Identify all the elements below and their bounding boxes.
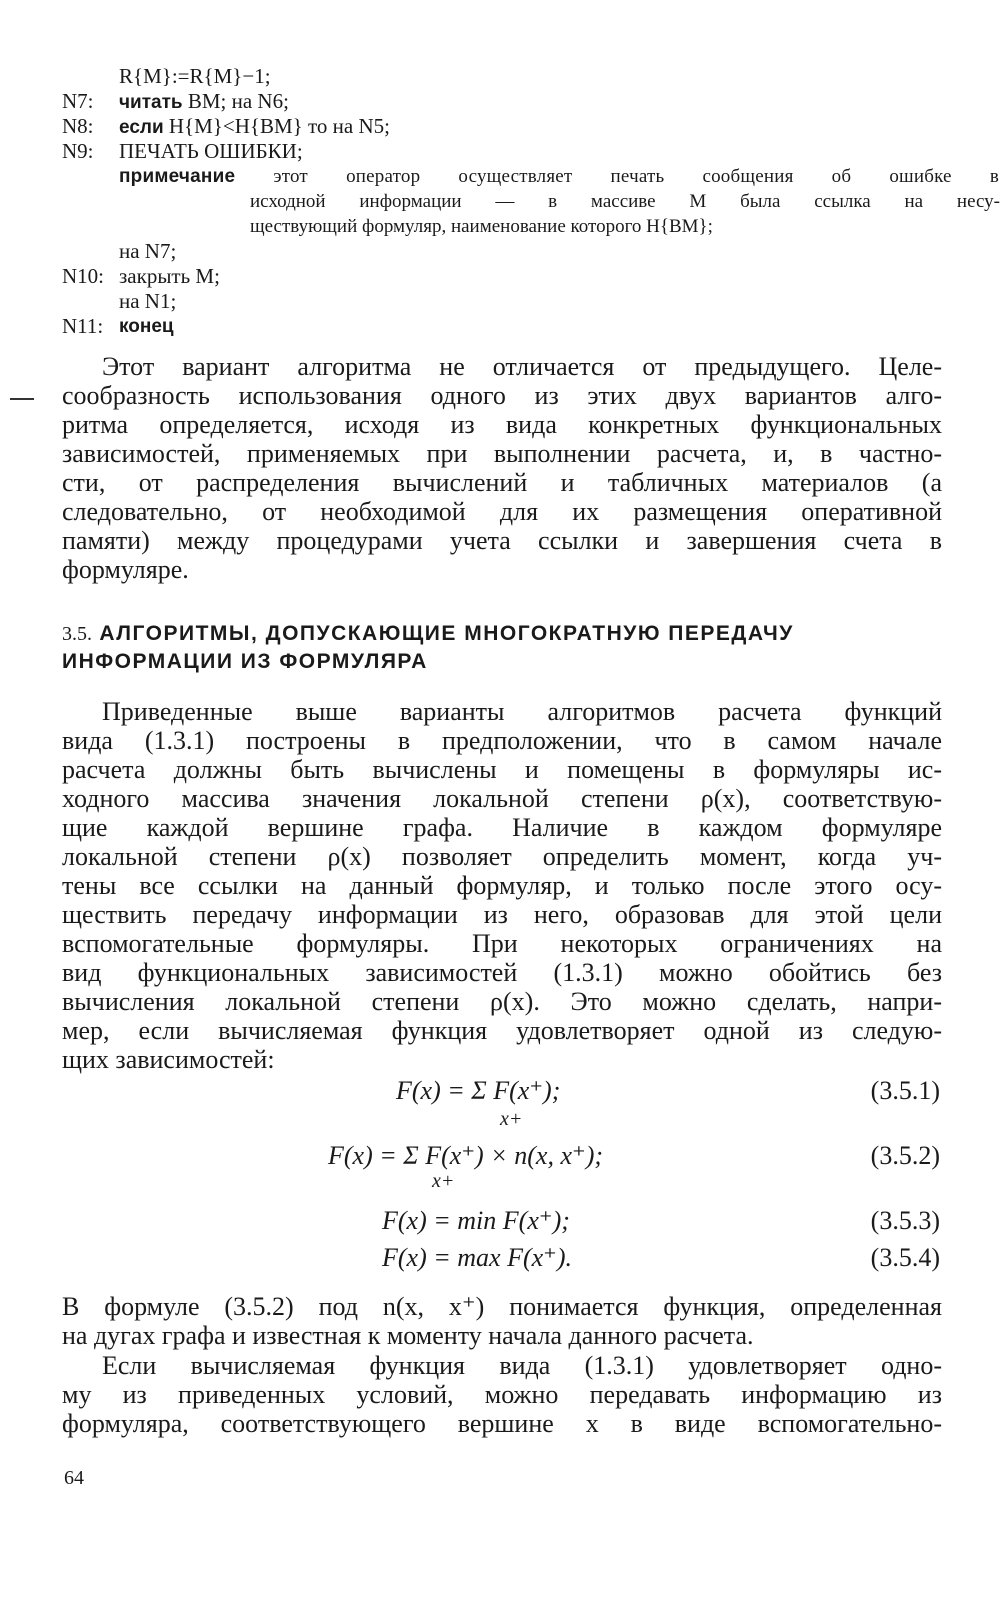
text-line: зависимостей, применяемых при выполнении расчета, и, в частно- [62, 439, 942, 468]
formula-expression: F(x) = Σ F(x⁺); [396, 1076, 561, 1105]
formula-expression: F(x) = min F(x⁺); [382, 1206, 570, 1235]
code-label: N8: [62, 114, 94, 138]
formula-3-5-4 [62, 1243, 942, 1275]
code-line [62, 64, 962, 89]
code-line [62, 289, 962, 314]
text-line: следовательно, от необходимой для их размещения оперативной [62, 497, 942, 526]
paragraph-1 [62, 352, 942, 584]
paragraph-4 [62, 1351, 942, 1438]
code-line [62, 89, 962, 114]
text-line: вычисления локальной степени ρ(x). Это можно сделать, напри- [62, 987, 942, 1016]
section-title-line-1: АЛГОРИТМЫ, ДОПУСКАЮЩИЕ МНОГОКРАТНУЮ ПЕРЕДАЧУ [99, 622, 794, 645]
code-keyword: конец [119, 316, 174, 337]
code-line [62, 139, 962, 164]
formula-number: (3.5.2) [870, 1141, 940, 1170]
formula-number: (3.5.3) [870, 1206, 940, 1235]
note-line-2: исходной информации — в массиве M была ссылка на несу- [250, 191, 1000, 212]
text-line: му из приведенных условий, можно передавать информацию из [62, 1380, 942, 1409]
formula-number: (3.5.1) [870, 1076, 940, 1105]
code-label: N7: [62, 89, 94, 113]
text-line: вида (1.3.1) построены в предположении, что в самом начале [62, 726, 942, 755]
text-line: вид функциональных зависимостей (1.3.1) можно обойтись без [62, 958, 942, 987]
text-line: Приведенные выше варианты алгоритмов расчета функций [102, 697, 942, 726]
text-line: Этот вариант алгоритма не отличается от предыдущего. Целе- [102, 352, 942, 381]
code-text: закрыть M; [119, 264, 220, 288]
formula-3-5-1 [62, 1076, 942, 1108]
code-text: H{M}<H{BM} то на N5; [163, 114, 390, 138]
code-label: N10: [62, 264, 104, 288]
code-text: на N1; [119, 289, 177, 313]
code-label: N9: [62, 139, 94, 163]
code-text: ПЕЧАТЬ ОШИБКИ; [119, 139, 303, 163]
algorithm-listing [62, 64, 1000, 339]
formula-expression: F(x) = max F(x⁺). [382, 1243, 573, 1272]
code-keyword: читать [119, 92, 183, 113]
formula-number: (3.5.4) [870, 1243, 940, 1272]
text-line: сообразность использования одного из этих двух вариантов алго- [62, 381, 942, 410]
formula-expression: F(x) = Σ F(x⁺) × n(x, x⁺); [328, 1141, 604, 1170]
formula-3-5-3 [62, 1206, 942, 1238]
code-line [62, 239, 962, 264]
formula-3-5-2 [62, 1141, 942, 1173]
text-line: памяти) между процедурами учета ссылки и завершения счета в [62, 526, 942, 555]
text-line: расчета должны быть вычислены и помещены в формуляры ис- [62, 755, 942, 784]
paragraph-2 [62, 697, 942, 1074]
text-line: ритма определяется, исходя из вида конкретных функциональных [62, 410, 942, 439]
page-number: 64 [64, 1467, 84, 1489]
section-title-line-2: ИНФОРМАЦИИ ИЗ ФОРМУЛЯРА [62, 650, 428, 673]
text-line: мер, если вычисляемая функция удовлетворяет одной из следую- [62, 1016, 942, 1045]
text-line: на дугах графа и известная к моменту начала данного расчета. [62, 1321, 754, 1350]
formula-subscript: x+ [500, 1108, 523, 1130]
formula-subscript: x+ [432, 1170, 455, 1192]
note-keyword: примечание [119, 166, 236, 187]
text-line: ществить передачу информации из него, образовав для этой цели [62, 900, 942, 929]
code-keyword: если [119, 117, 164, 138]
code-text: на N7; [119, 239, 177, 263]
margin-mark [10, 398, 34, 400]
code-line [62, 114, 962, 139]
text-line: формуляра, соответствующего вершине x в виде вспомогательно- [62, 1409, 942, 1438]
text-line: В формуле (3.5.2) под n(x, x⁺) понимается функция, определенная [62, 1292, 942, 1321]
code-label: N11: [62, 314, 104, 338]
code-line [62, 314, 962, 339]
text-line: локальной степени ρ(x) позволяет определить момент, когда уч- [62, 842, 942, 871]
note-line-1 [62, 164, 999, 189]
code-text: BM; на N6; [182, 89, 289, 113]
note-text: этот оператор осуществляет печать сообщения об ошибке в [273, 166, 999, 187]
text-line: щие каждой вершине графа. Наличие в каждом формуляре [62, 813, 942, 842]
text-line: Если вычисляемая функция вида (1.3.1) удовлетворяет одно- [102, 1351, 942, 1380]
text-line: щих зависимостей: [62, 1045, 275, 1074]
section-number: 3.5. [62, 623, 92, 645]
text-line: формуляре. [62, 555, 189, 584]
note-line-3: ществующий формуляр, наименование которого H{BM}; [250, 216, 713, 237]
text-line: ходного массива значения локальной степени ρ(x), соответствую- [62, 784, 942, 813]
code-text: R{M}:=R{M}−1; [119, 64, 271, 88]
text-line: вспомогательные формуляры. При некоторых ограничениях на [62, 929, 942, 958]
text-line: тены все ссылки на данный формуляр, и только после этого осу- [62, 871, 942, 900]
text-line: сти, от распределения вычислений и табличных материалов (а [62, 468, 942, 497]
section-heading [62, 620, 942, 676]
code-line [62, 264, 962, 289]
paragraph-3 [62, 1292, 942, 1350]
